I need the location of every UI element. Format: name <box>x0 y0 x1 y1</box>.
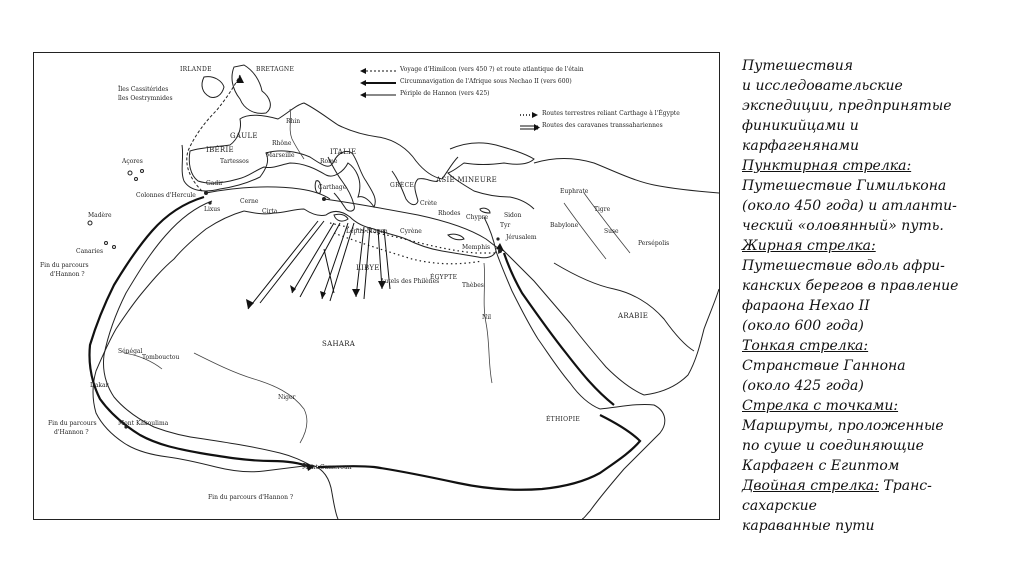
red-sea-east <box>502 249 644 395</box>
label-bretagne: BRETAGNE <box>256 66 295 73</box>
caption-heading: Пунктирная стрелка: <box>742 158 912 174</box>
caption-line: (около 425 года) <box>742 378 864 394</box>
label-suse: Suse <box>604 228 619 235</box>
label-rhodes: Rhodes <box>438 210 461 217</box>
lixus-dot <box>208 201 211 204</box>
caption-line: канских берегов в правление <box>742 278 959 294</box>
canaries <box>105 242 108 245</box>
label-euphrate: Euphrate <box>560 188 589 195</box>
label-tombouctou: Tombouctou <box>142 354 180 361</box>
label-gaule: GAULE <box>230 132 258 140</box>
caption-heading: Тонкая стрелка: <box>742 338 869 354</box>
label-lixus: Lixus <box>204 206 221 213</box>
label-tartessos: Tartessos <box>220 158 249 165</box>
label-niger: Niger <box>278 394 296 401</box>
caption-line: карфагенянами <box>742 138 860 154</box>
label-canaries: Canaries <box>76 248 104 255</box>
caption-heading: Жирная стрелка: <box>742 238 876 254</box>
label-arabie: ARABIE <box>618 312 649 320</box>
label-rhone: Rhône <box>272 140 292 147</box>
label-marseille: Marseille <box>266 152 295 159</box>
label-cerne: Cerne <box>240 198 259 205</box>
tigris-river <box>584 193 630 253</box>
caption-line: (около 600 года) <box>742 318 864 334</box>
route-hannon <box>103 198 314 467</box>
cyprus <box>480 208 490 213</box>
legend-double: Routes des caravanes transsahariennes <box>542 122 663 129</box>
label-carthage: Carthage <box>318 184 347 191</box>
label-grece: GRÈCE <box>390 182 415 189</box>
legend-thin: Périple de Hannon (vers 425) <box>400 90 490 97</box>
caravan-2 <box>324 249 334 293</box>
caption-line: караванные пути <box>742 518 875 534</box>
map-caption <box>742 56 1004 536</box>
arrowhead <box>246 299 254 309</box>
label-iberie: IBÉRIE <box>206 146 234 154</box>
legend-thick: Circumnavigation de l'Afrique sous Nechao II (vers 600) <box>400 78 572 85</box>
label-gadir: Gadir <box>206 180 223 187</box>
caption-line: Маршруты, проложенные <box>742 418 944 434</box>
nile-river <box>484 263 492 383</box>
route-circumnavigation-east <box>318 415 640 490</box>
label-oestrymnides: îles Oestrymnides <box>118 95 173 102</box>
legend-dots: Routes terrestres reliant Carthage à l'Égypte <box>542 110 680 117</box>
africa-east-coast <box>582 404 665 519</box>
caption-line-rest: Транс- <box>878 478 932 494</box>
crete <box>448 234 464 240</box>
caption-line: Путешествия <box>742 58 853 74</box>
route-land-2 <box>334 233 482 264</box>
label-persepolis: Persépolis <box>638 240 670 247</box>
label-tyr: Tyr <box>500 222 511 229</box>
caption-heading: Двойная стрелка: <box>742 478 879 494</box>
caption-line: фараона Нехао II <box>742 298 870 314</box>
label-irlande: IRLANDE <box>180 66 212 73</box>
label-fin-parcours-1b: d'Hannon ? <box>50 271 85 278</box>
label-dakar: Dakar <box>90 382 109 389</box>
label-ethiopie: ÉTHIOPIE <box>546 416 581 423</box>
legend-dotted: Voyage d'Himilcon (vers 450 ?) et route atlantique de l'étain <box>400 66 584 73</box>
label-fin-parcours-1: Fin du parcours <box>40 262 89 269</box>
azores <box>128 171 132 175</box>
label-colonnes: Colonnes d'Hercule <box>136 192 196 199</box>
label-madere: Madère <box>88 212 112 219</box>
caption-line: Путешествие Гимилькона <box>742 178 947 194</box>
caption-line: экспедиции, предпринятые <box>742 98 952 114</box>
carthage-dot <box>322 197 326 201</box>
label-senegal: Sénégal <box>118 348 143 355</box>
label-italie: ITALIE <box>330 148 357 156</box>
label-rome: Rome <box>320 158 338 165</box>
caption-line: (около 450 года) и атланти- <box>742 198 957 214</box>
route-circumnavigation-redsea <box>504 253 614 405</box>
caption-line: финикийцами и <box>742 118 859 134</box>
label-libye: LIBYE <box>356 264 380 272</box>
label-cassiterides: Îles Cassitérides <box>118 86 169 93</box>
label-babylone: Babylone <box>550 222 579 229</box>
label-leptis: Leptis Magna <box>346 228 388 235</box>
label-fin-parcours-2: Fin du parcours <box>48 420 97 427</box>
map-frame <box>33 52 720 520</box>
gulf-coast <box>554 263 694 351</box>
sicily <box>334 214 348 221</box>
label-chypre: Chypre <box>466 214 489 221</box>
caption-line: Странствие Ганнона <box>742 358 906 374</box>
label-autels: Autels des Philènes <box>380 278 440 285</box>
arabia-south-coast <box>644 289 719 395</box>
label-acores: Açores <box>122 158 143 165</box>
label-mont-cameroun: Mont Cameroun <box>302 464 352 471</box>
caption-line: по суше и соединяющие <box>742 438 924 454</box>
label-nil: Nil <box>482 314 492 321</box>
label-thebes: Thèbes <box>462 282 484 289</box>
tyr-dot <box>496 237 499 240</box>
label-egypte: ÉGYPTE <box>430 274 458 281</box>
caption-line: сахарские <box>742 498 817 514</box>
label-sidon: Sidon <box>504 212 522 219</box>
caption-line: Путешествие вдоль афри- <box>742 258 945 274</box>
label-sahara: SAHARA <box>322 340 356 348</box>
caption-line: ческий «оловянный» путь. <box>742 218 944 234</box>
label-rhin: Rhin <box>286 118 301 125</box>
caravan-1 <box>248 221 318 309</box>
memphis-dot <box>498 249 502 253</box>
gadir-dot <box>204 191 208 195</box>
label-crete: Crète <box>420 200 437 207</box>
caption-line: Карфаген с Египтом <box>742 458 900 474</box>
caption-heading: Стрелка с точками: <box>742 398 899 414</box>
label-fin-parcours-3: Fin du parcours d'Hannon ? <box>208 494 294 501</box>
ireland-outline <box>202 77 224 98</box>
label-memphis: Memphis <box>462 244 491 251</box>
label-cirta: Cirta <box>262 208 278 215</box>
label-mont-kakoulima: Mont Kakoulima <box>118 420 169 427</box>
caption-line: и исследовательские <box>742 78 903 94</box>
caption-line-mixed <box>742 476 1004 496</box>
madeira <box>88 221 92 225</box>
label-asie-mineure: ASIE MINEURE <box>436 176 497 184</box>
label-jerusalem: Jérusalem <box>506 234 537 241</box>
label-tigre: Tigre <box>594 206 611 213</box>
label-fin-parcours-2b: d'Hannon ? <box>54 429 89 436</box>
label-cyrene: Cyrène <box>400 228 422 235</box>
